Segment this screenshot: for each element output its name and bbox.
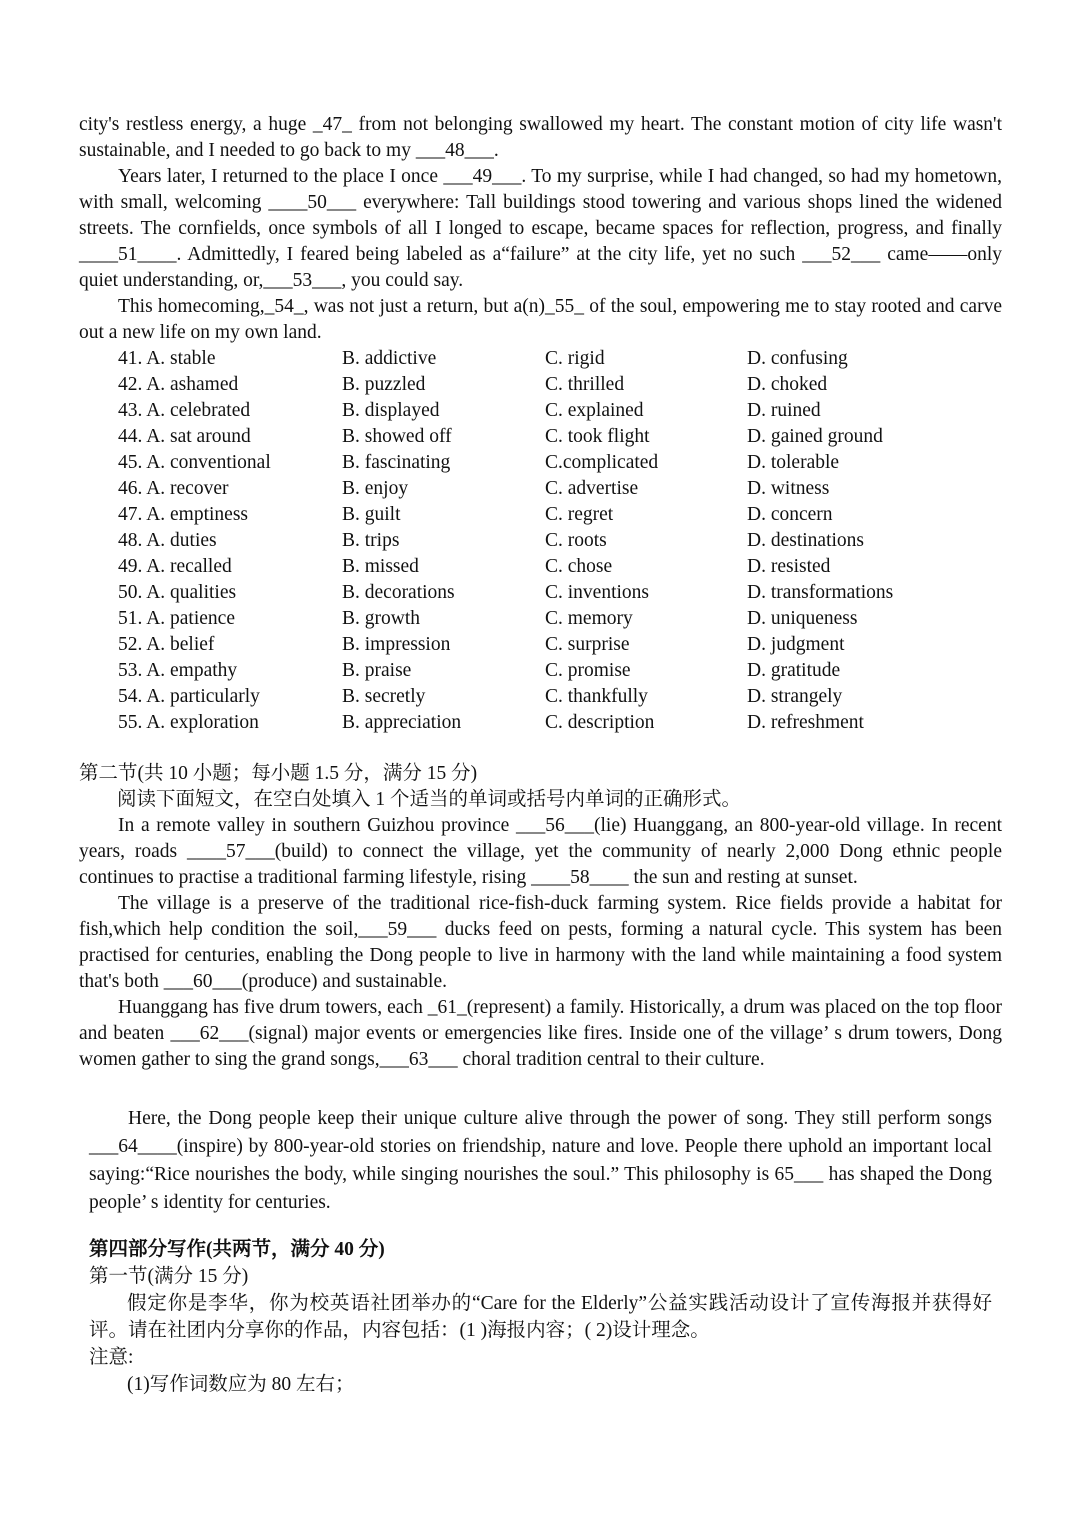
option-c: C. thrilled <box>545 374 625 395</box>
option-a <box>118 658 237 684</box>
option-row <box>0 684 1080 710</box>
option-b: B. trips <box>342 530 400 551</box>
question-number: 46. <box>118 478 143 499</box>
question-number: 54. <box>118 686 143 707</box>
option-d: D. tolerable <box>747 452 840 473</box>
question-number: 52. <box>118 634 143 655</box>
option-d: D. ruined <box>747 400 821 421</box>
option-d: D. choked <box>747 374 828 395</box>
option-d: D. uniqueness <box>747 608 858 629</box>
option-b: B. appreciation <box>342 712 462 733</box>
option-a-text: A. empathy <box>146 660 238 681</box>
option-a <box>118 632 214 658</box>
option-row <box>0 632 1080 658</box>
option-row <box>0 398 1080 424</box>
option-d: D. gained ground <box>747 426 883 447</box>
option-row <box>0 372 1080 398</box>
option-a-text: A. conventional <box>146 452 271 473</box>
option-c: C. regret <box>545 504 614 525</box>
question-number: 53. <box>118 660 143 681</box>
option-d: D. destinations <box>747 530 864 551</box>
option-row <box>0 710 1080 736</box>
option-b: B. enjoy <box>342 478 409 499</box>
option-b: B. fascinating <box>342 452 451 473</box>
grammar-paragraph-2: The village is a preserve of the traditional rice-fish-duck farming system. Rice fields provide a habitat for fish,which help condition the soil,___59___ ducks feed on pests, forming a natural cycle. This system has been practised for centuries, enabling the Dong people to live in harmony with the land while maintaining a food system that's both ___60___(produce) and sustainable. <box>79 893 1002 992</box>
option-c: C. chose <box>545 556 613 577</box>
option-a <box>118 424 251 450</box>
option-b: B. addictive <box>342 348 437 369</box>
option-d: D. strangely <box>747 686 843 707</box>
option-a-text: A. sat around <box>146 426 251 447</box>
option-d: D. transformations <box>747 582 894 603</box>
option-c: C. explained <box>545 400 644 421</box>
question-number: 48. <box>118 530 143 551</box>
question-number: 51. <box>118 608 143 629</box>
option-row <box>0 476 1080 502</box>
question-number: 41. <box>118 348 143 369</box>
option-a <box>118 606 235 632</box>
question-number: 55. <box>118 712 143 733</box>
option-c: C. promise <box>545 660 631 681</box>
option-b: B. missed <box>342 556 419 577</box>
cloze-paragraph-2: Years later, I returned to the place I once ___49___. To my surprise, while I had changed, so had my hometown, with small, welcoming ____50___ everywhere: Tall buildings stood towering and various shops lined the widened streets. The cornfields, once symbols of all I longed to escape, became spaces for reflection, progress, and finally ____51____. Admittedly, I feared being labeled as a“failure” at the city life, yet no such ___52___ came——only quiet understanding, or,___53___, you could say. <box>79 166 1002 291</box>
option-a <box>118 502 248 528</box>
option-a <box>118 684 260 710</box>
option-a <box>118 476 228 502</box>
option-c: C. rigid <box>545 348 605 369</box>
part-4-heading: 第四部分写作(共两节，满分 40 分) <box>89 1239 385 1260</box>
option-a <box>118 398 250 424</box>
section-2-instruction: 阅读下面短文，在空白处填入 1 个适当的单词或括号内单词的正确形式。 <box>117 789 742 810</box>
option-row <box>0 450 1080 476</box>
option-d: D. refreshment <box>747 712 864 733</box>
option-c: C. description <box>545 712 655 733</box>
question-number: 42. <box>118 374 143 395</box>
option-a <box>118 450 271 476</box>
option-a <box>118 580 236 606</box>
cloze-paragraph-3: This homecoming,_54_, was not just a return, but a(n)_55_ of the soul, empowering me to stay rooted and carve out a new life on my own land. <box>79 296 1002 343</box>
option-b: B. growth <box>342 608 420 629</box>
grammar-paragraph-1: In a remote valley in southern Guizhou province ___56___(lie) Huanggang, an 800-year-old village. In recent years, roads ____57___(build) to connect the village, yet the community of nearly 2,000 Dong ethnic people continues to practise a traditional farming lifestyle, rising ____58____ the sun and resting at sunset. <box>79 815 1002 888</box>
grammar-paragraph-3: Huanggang has five drum towers, each _61_(represent) a family. Historically, a drum was placed on the top floor and beaten ___62___(signal) major events or emergencies like fires. Inside one of the village’ s drum towers, Dong women gather to sing the grand songs,___63___ choral tradition central to their culture. <box>79 997 1002 1070</box>
option-row <box>0 346 1080 372</box>
question-number: 43. <box>118 400 143 421</box>
option-a <box>118 372 238 398</box>
option-b: B. secretly <box>342 686 426 707</box>
question-number: 44. <box>118 426 143 447</box>
option-a <box>118 528 217 554</box>
question-number: 50. <box>118 582 143 603</box>
option-a-text: A. celebrated <box>146 400 251 421</box>
option-b: B. displayed <box>342 400 440 421</box>
option-c: C. roots <box>545 530 607 551</box>
grammar-paragraph-4: Here, the Dong people keep their unique culture alive through the power of song. They still perform songs ___64____(inspire) by 800-year-old stories on friendship, nature and love. People there uphold an important local saying:“Rice nourishes the body, while singing nourishes the soul.” This philosophy is 65___ has shaped the Dong people’ s identity for centuries. <box>89 1108 992 1213</box>
option-b: B. praise <box>342 660 412 681</box>
option-b: B. showed off <box>342 426 452 447</box>
option-a-text: A. belief <box>146 634 215 655</box>
option-d: D. witness <box>747 478 830 499</box>
option-c: C. surprise <box>545 634 630 655</box>
option-a-text: A. patience <box>146 608 235 629</box>
option-row <box>0 554 1080 580</box>
question-number: 45. <box>118 452 143 473</box>
option-a <box>118 710 259 736</box>
option-d: D. confusing <box>747 348 848 369</box>
option-row <box>0 658 1080 684</box>
option-d: D. gratitude <box>747 660 841 681</box>
option-a-text: A. emptiness <box>146 504 249 525</box>
question-number: 49. <box>118 556 143 577</box>
option-d: D. resisted <box>747 556 831 577</box>
section-2-heading: 第二节(共 10 小题；每小题 1.5 分，满分 15 分) <box>79 763 478 784</box>
option-c: C. inventions <box>545 582 650 603</box>
note-1: (1)写作词数应为 80 左右； <box>127 1374 355 1395</box>
note-label: 注意: <box>89 1347 134 1368</box>
option-c: C. memory <box>545 608 633 629</box>
writing-prompt: 假定你是李华，你为校英语社团举办的“Care for the Elderly”公益实践活动设计了宣传海报并获得好评。请在社团内分享你的作品，内容包括：(1 )海报内容；( 2)设计理念。 <box>89 1293 992 1341</box>
option-a <box>118 554 232 580</box>
option-row <box>0 424 1080 450</box>
option-row <box>0 580 1080 606</box>
question-number: 47. <box>118 504 143 525</box>
section-2 <box>79 761 1002 1073</box>
option-row <box>0 502 1080 528</box>
option-a-text: A. ashamed <box>146 374 239 395</box>
option-b: B. puzzled <box>342 374 426 395</box>
option-row <box>0 606 1080 632</box>
option-b: B. impression <box>342 634 451 655</box>
option-a-text: A. duties <box>146 530 217 551</box>
option-d: D. judgment <box>747 634 845 655</box>
option-row <box>0 528 1080 554</box>
cloze-passage <box>79 112 1002 346</box>
part-4-writing <box>89 1236 992 1398</box>
option-b: B. guilt <box>342 504 401 525</box>
option-a <box>118 346 216 372</box>
cloze-options <box>0 346 1080 736</box>
part-4-section-1: 第一节(满分 15 分) <box>89 1266 249 1287</box>
option-b: B. decorations <box>342 582 455 603</box>
option-c: C. took flight <box>545 426 650 447</box>
option-a-text: A. recalled <box>146 556 232 577</box>
option-c: C.complicated <box>545 452 659 473</box>
option-a-text: A. particularly <box>146 686 260 707</box>
option-a-text: A. recover <box>146 478 229 499</box>
option-d: D. concern <box>747 504 833 525</box>
option-c: C. thankfully <box>545 686 648 707</box>
option-c: C. advertise <box>545 478 639 499</box>
cloze-paragraph-1: city's restless energy, a huge _47_ from not belonging swallowed my heart. The constant motion of city life wasn't sustainable, and I needed to go back to my ___48___. <box>79 114 1002 161</box>
option-a-text: A. exploration <box>146 712 259 733</box>
option-a-text: A. qualities <box>146 582 237 603</box>
grammar-passage-end <box>89 1105 992 1217</box>
option-a-text: A. stable <box>146 348 216 369</box>
